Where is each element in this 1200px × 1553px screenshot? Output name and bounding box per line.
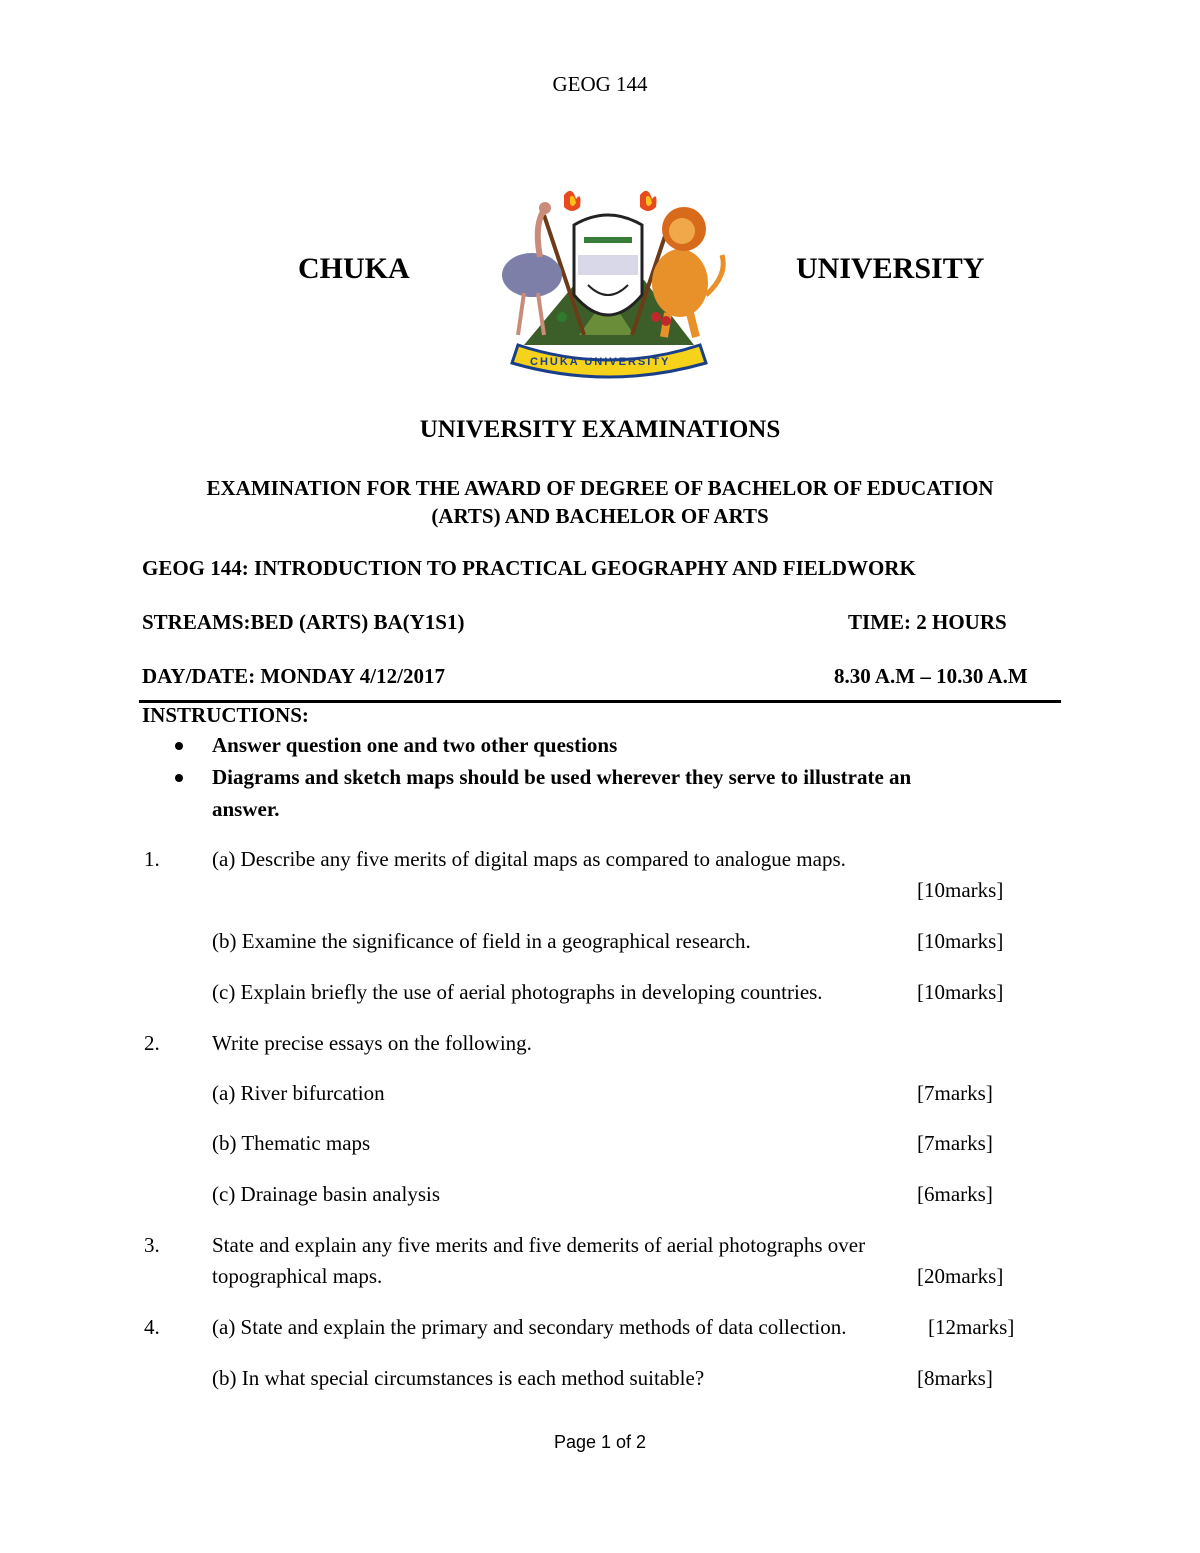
- question-4b: (b) In what special circumstances is each method suitable?: [212, 1366, 705, 1390]
- exam-day-date: DAY/DATE: MONDAY 4/12/2017: [142, 664, 445, 688]
- award-line-2: (ARTS) AND BACHELOR OF ARTS: [431, 504, 769, 528]
- question-1a-marks: [10marks]: [917, 878, 1004, 902]
- exam-time-range: 8.30 A.M – 10.30 A.M: [834, 664, 1028, 688]
- question-4a: (a) State and explain the primary and secondary methods of data collection.: [212, 1315, 847, 1339]
- instruction-item: Answer question one and two other questions: [212, 733, 618, 757]
- university-name-right: UNIVERSITY: [796, 252, 985, 285]
- question-1a: (a) Describe any five merits of digital maps as compared to analogue maps.: [212, 847, 846, 871]
- bullet-icon: [175, 774, 183, 782]
- question-4-number: 4.: [144, 1315, 160, 1339]
- question-2-text: Write precise essays on the following.: [212, 1031, 532, 1055]
- exam-title: UNIVERSITY EXAMINATIONS: [419, 416, 781, 443]
- question-3-line-1: State and explain any five merits and five demerits of aerial photographs over: [212, 1233, 866, 1257]
- instructions-heading: INSTRUCTIONS:: [142, 703, 309, 727]
- question-2c: (c) Drainage basin analysis: [212, 1182, 440, 1206]
- question-1b-marks: [10marks]: [917, 929, 1004, 953]
- question-3-line-2: topographical maps.: [212, 1264, 383, 1288]
- course-title: GEOG 144: INTRODUCTION TO PRACTICAL GEOGRAPHY AND FIELDWORK: [142, 556, 916, 580]
- bullet-icon: [175, 742, 183, 750]
- question-3-marks: [20marks]: [917, 1264, 1004, 1288]
- question-1c: (c) Explain briefly the use of aerial photographs in developing countries.: [212, 980, 823, 1004]
- university-logo: [484, 185, 732, 381]
- question-3-number: 3.: [144, 1233, 160, 1257]
- question-2b-marks: [7marks]: [917, 1131, 993, 1155]
- header-course-code: GEOG 144: [552, 72, 648, 96]
- award-line-1: EXAMINATION FOR THE AWARD OF DEGREE OF BACHELOR OF EDUCATION: [206, 476, 994, 500]
- page-number: Page 1 of 2: [553, 1432, 647, 1452]
- question-2a-marks: [7marks]: [917, 1081, 993, 1105]
- question-1c-marks: [10marks]: [917, 980, 1004, 1004]
- streams-label: STREAMS:BED (ARTS) BA(Y1S1): [142, 610, 465, 634]
- question-2b: (b) Thematic maps: [212, 1131, 371, 1155]
- question-1-number: 1.: [144, 847, 160, 871]
- instruction-item-continued: answer.: [212, 797, 280, 821]
- question-4b-marks: [8marks]: [917, 1366, 993, 1390]
- instruction-item: Diagrams and sketch maps should be used wherever they serve to illustrate an: [212, 765, 912, 789]
- university-name-left: CHUKA: [298, 252, 410, 285]
- logo-ribbon-text: CHUKA UNIVERSITY: [530, 356, 671, 368]
- question-2a: (a) River bifurcation: [212, 1081, 385, 1105]
- question-2-number: 2.: [144, 1031, 160, 1055]
- question-2c-marks: [6marks]: [917, 1182, 993, 1206]
- question-1b: (b) Examine the significance of field in a geographical research.: [212, 929, 751, 953]
- exam-duration: TIME: 2 HOURS: [848, 610, 1007, 634]
- question-4a-marks: [12marks]: [928, 1315, 1015, 1339]
